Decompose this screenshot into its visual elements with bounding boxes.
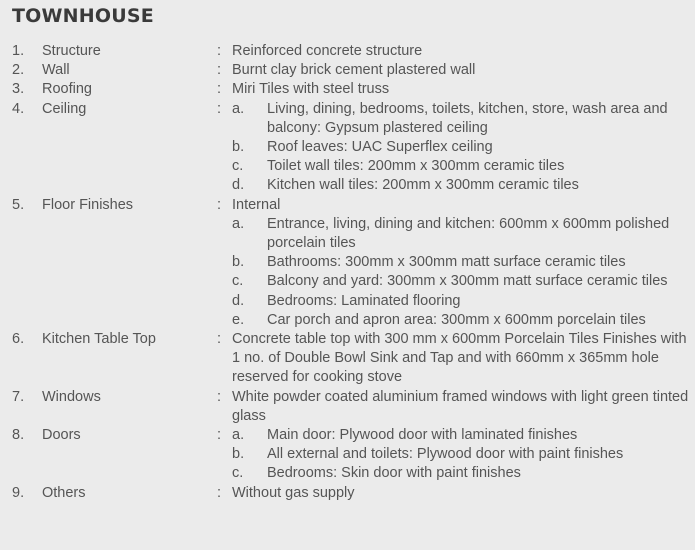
spec-item [0, 196, 695, 330]
item-description [232, 426, 691, 484]
sub-item-text: All external and toilets: Plywood door with paint finishes [267, 446, 624, 463]
item-label: Kitchen Table Top [42, 331, 156, 348]
item-separator: : [217, 100, 222, 117]
item-text: Internal [232, 196, 281, 213]
sub-item [232, 138, 691, 157]
item-description [232, 196, 691, 330]
spec-item [0, 388, 695, 426]
sub-item [232, 176, 691, 195]
item-number: 7. [12, 388, 25, 405]
item-number: 1. [12, 43, 25, 59]
item-description [232, 42, 691, 61]
sub-item-text: Toilet wall tiles: 200mm x 300mm ceramic tiles [267, 158, 565, 175]
item-separator: : [217, 62, 222, 79]
item-label: Doors [42, 427, 81, 444]
sub-item-text: Bedrooms: Laminated flooring [267, 292, 461, 309]
sub-item [232, 215, 691, 253]
item-label: Floor Finishes [42, 196, 134, 213]
item-separator: : [217, 427, 222, 444]
sub-item [232, 464, 691, 483]
spec-item [0, 100, 695, 196]
item-number: 6. [12, 331, 25, 348]
item-separator: : [217, 43, 222, 59]
item-text: Miri Tiles with steel truss [232, 81, 390, 98]
item-label: Others [42, 484, 86, 501]
item-description [232, 100, 691, 196]
sub-item [232, 426, 691, 445]
spec-item [0, 484, 695, 503]
item-label: Ceiling [42, 100, 87, 117]
item-text: White powder coated aluminium framed windows with light green tinted glass [232, 388, 689, 424]
item-label: Wall [42, 62, 70, 79]
item-label: Structure [42, 43, 101, 59]
item-description [232, 61, 691, 80]
sub-item-text: Kitchen wall tiles: 200mm x 300mm ceramic tiles [267, 177, 579, 194]
sub-item-text: Balcony and yard: 300mm x 300mm matt surface ceramic tiles [267, 273, 668, 290]
sub-item-letter: a. [232, 427, 245, 444]
sub-item-letter: a. [232, 100, 245, 117]
sub-item-letter: b. [232, 139, 245, 156]
sub-item-text: Entrance, living, dining and kitchen: 600mm x 600mm polished porcelain tiles [267, 215, 670, 252]
sub-item-text: Living, dining, bedrooms, toilets, kitchen, store, wash area and balcony: Gypsum plastered ceiling [267, 100, 668, 136]
item-description [232, 484, 691, 503]
item-text: Concrete table top with 300 mm x 600mm Porcelain Tiles Finishes with 1 no. of Double Bowl Sink and Tap and with 660mm x 365mm hole reserved for cooking stove [232, 331, 687, 386]
sub-item-text: Car porch and apron area: 300mm x 600mm porcelain tiles [267, 311, 646, 328]
item-number: 4. [12, 100, 25, 117]
sub-item [232, 253, 691, 272]
item-separator: : [217, 196, 222, 213]
spec-item [0, 80, 695, 99]
item-text: Reinforced concrete structure [232, 43, 423, 59]
item-number: 9. [12, 484, 25, 501]
sub-item-text: Bathrooms: 300mm x 300mm matt surface ceramic tiles [267, 254, 626, 271]
item-number: 5. [12, 196, 25, 213]
sub-item-letter: d. [232, 292, 245, 309]
item-number: 8. [12, 427, 25, 444]
item-separator: : [217, 331, 222, 348]
item-separator: : [217, 81, 222, 98]
item-description [232, 80, 691, 99]
sub-item-text: Bedrooms: Skin door with paint finishes [267, 465, 521, 482]
sub-item-letter: b. [232, 446, 245, 463]
sub-item-letter: b. [232, 254, 245, 271]
item-number: 3. [12, 81, 25, 98]
sub-item [232, 157, 691, 176]
item-label: Roofing [42, 81, 92, 98]
item-description [232, 388, 691, 426]
sub-item-letter: e. [232, 311, 245, 328]
item-text: Burnt clay brick cement plastered wall [232, 62, 476, 79]
sub-item-text: Main door: Plywood door with laminated finishes [267, 427, 578, 444]
sub-item-text: Roof leaves: UAC Superflex ceiling [267, 139, 493, 156]
item-separator: : [217, 388, 222, 405]
item-label: Windows [42, 388, 101, 405]
spec-item [0, 330, 695, 388]
spec-item [0, 42, 695, 61]
spec-list [0, 42, 695, 503]
item-description [232, 330, 691, 388]
sub-item-letter: c. [232, 273, 244, 290]
sub-item [232, 311, 691, 330]
sub-item [232, 272, 691, 291]
item-separator: : [217, 484, 222, 501]
sub-item-letter: d. [232, 177, 245, 194]
item-number: 2. [12, 62, 25, 79]
spec-item [0, 426, 695, 484]
sub-item-letter: c. [232, 158, 244, 175]
sub-item [232, 292, 691, 311]
page-title: TOWNHOUSE [12, 5, 154, 27]
sub-item-letter: c. [232, 465, 244, 482]
sub-item [232, 100, 691, 138]
sub-item [232, 445, 691, 464]
item-text: Without gas supply [232, 484, 355, 501]
sub-item-letter: a. [232, 215, 245, 232]
spec-item [0, 61, 695, 80]
